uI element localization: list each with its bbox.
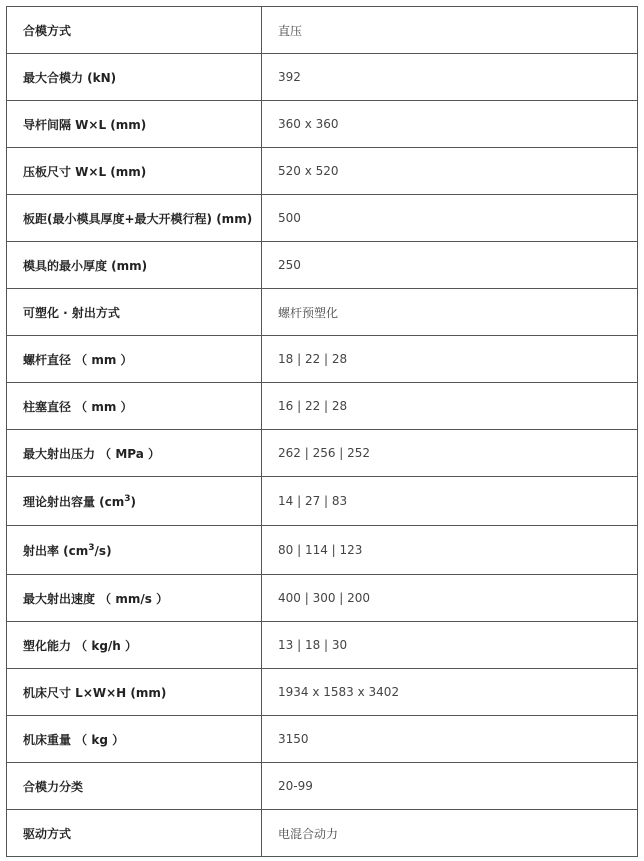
spec-table [6, 6, 638, 857]
table-row [7, 716, 638, 763]
spec-label: 塑化能力 （ kg/h ） [7, 622, 262, 669]
spec-label-text: 射出率 (cm [23, 543, 89, 558]
table-row [7, 383, 638, 430]
table-row [7, 575, 638, 622]
spec-label: 驱动方式 [7, 810, 262, 857]
spec-value: 直压 [262, 7, 638, 54]
spec-value: 13 | 18 | 30 [262, 622, 638, 669]
table-row [7, 289, 638, 336]
table-row [7, 810, 638, 857]
table-row [7, 669, 638, 716]
spec-label-suffix: ) [130, 494, 137, 509]
spec-value: 1934 x 1583 x 3402 [262, 669, 638, 716]
spec-value: 500 [262, 195, 638, 242]
spec-label-suffix: /s) [94, 543, 112, 558]
table-row [7, 622, 638, 669]
table-row [7, 526, 638, 575]
spec-value: 18 | 22 | 28 [262, 336, 638, 383]
spec-label: 合模力分类 [7, 763, 262, 810]
spec-label: 模具的最小厚度 (mm) [7, 242, 262, 289]
spec-value: 螺杆预塑化 [262, 289, 638, 336]
spec-label: 最大射出速度 （ mm/s ） [7, 575, 262, 622]
table-row [7, 195, 638, 242]
spec-label: 机床重量 （ kg ） [7, 716, 262, 763]
table-row [7, 101, 638, 148]
spec-label: 机床尺寸 L×W×H (mm) [7, 669, 262, 716]
spec-label: 柱塞直径 （ mm ） [7, 383, 262, 430]
table-row [7, 763, 638, 810]
table-row [7, 430, 638, 477]
spec-label-text: 理论射出容量 (cm [23, 494, 125, 509]
superscript: 3 [124, 493, 131, 504]
spec-value: 80 | 114 | 123 [262, 526, 638, 575]
spec-label: 最大合模力 (kN) [7, 54, 262, 101]
spec-label: 板距(最小模具厚度+最大开模行程) (mm) [7, 195, 262, 242]
spec-label [7, 477, 262, 526]
spec-value: 392 [262, 54, 638, 101]
spec-value: 400 | 300 | 200 [262, 575, 638, 622]
spec-value: 262 | 256 | 252 [262, 430, 638, 477]
table-row [7, 336, 638, 383]
table-row [7, 54, 638, 101]
spec-value: 3150 [262, 716, 638, 763]
spec-label: 压板尺寸 W×L (mm) [7, 148, 262, 195]
table-row [7, 242, 638, 289]
spec-label: 最大射出压力 （ MPa ） [7, 430, 262, 477]
spec-label: 合模方式 [7, 7, 262, 54]
table-row [7, 477, 638, 526]
spec-label: 可塑化 · 射出方式 [7, 289, 262, 336]
table-row [7, 148, 638, 195]
spec-value: 20-99 [262, 763, 638, 810]
spec-value: 16 | 22 | 28 [262, 383, 638, 430]
spec-label: 导杆间隔 W×L (mm) [7, 101, 262, 148]
spec-value: 520 x 520 [262, 148, 638, 195]
table-row [7, 7, 638, 54]
spec-value: 14 | 27 | 83 [262, 477, 638, 526]
superscript: 3 [88, 542, 95, 553]
spec-value: 360 x 360 [262, 101, 638, 148]
spec-label [7, 526, 262, 575]
spec-value: 250 [262, 242, 638, 289]
spec-value: 电混合动力 [262, 810, 638, 857]
spec-label: 螺杆直径 （ mm ） [7, 336, 262, 383]
